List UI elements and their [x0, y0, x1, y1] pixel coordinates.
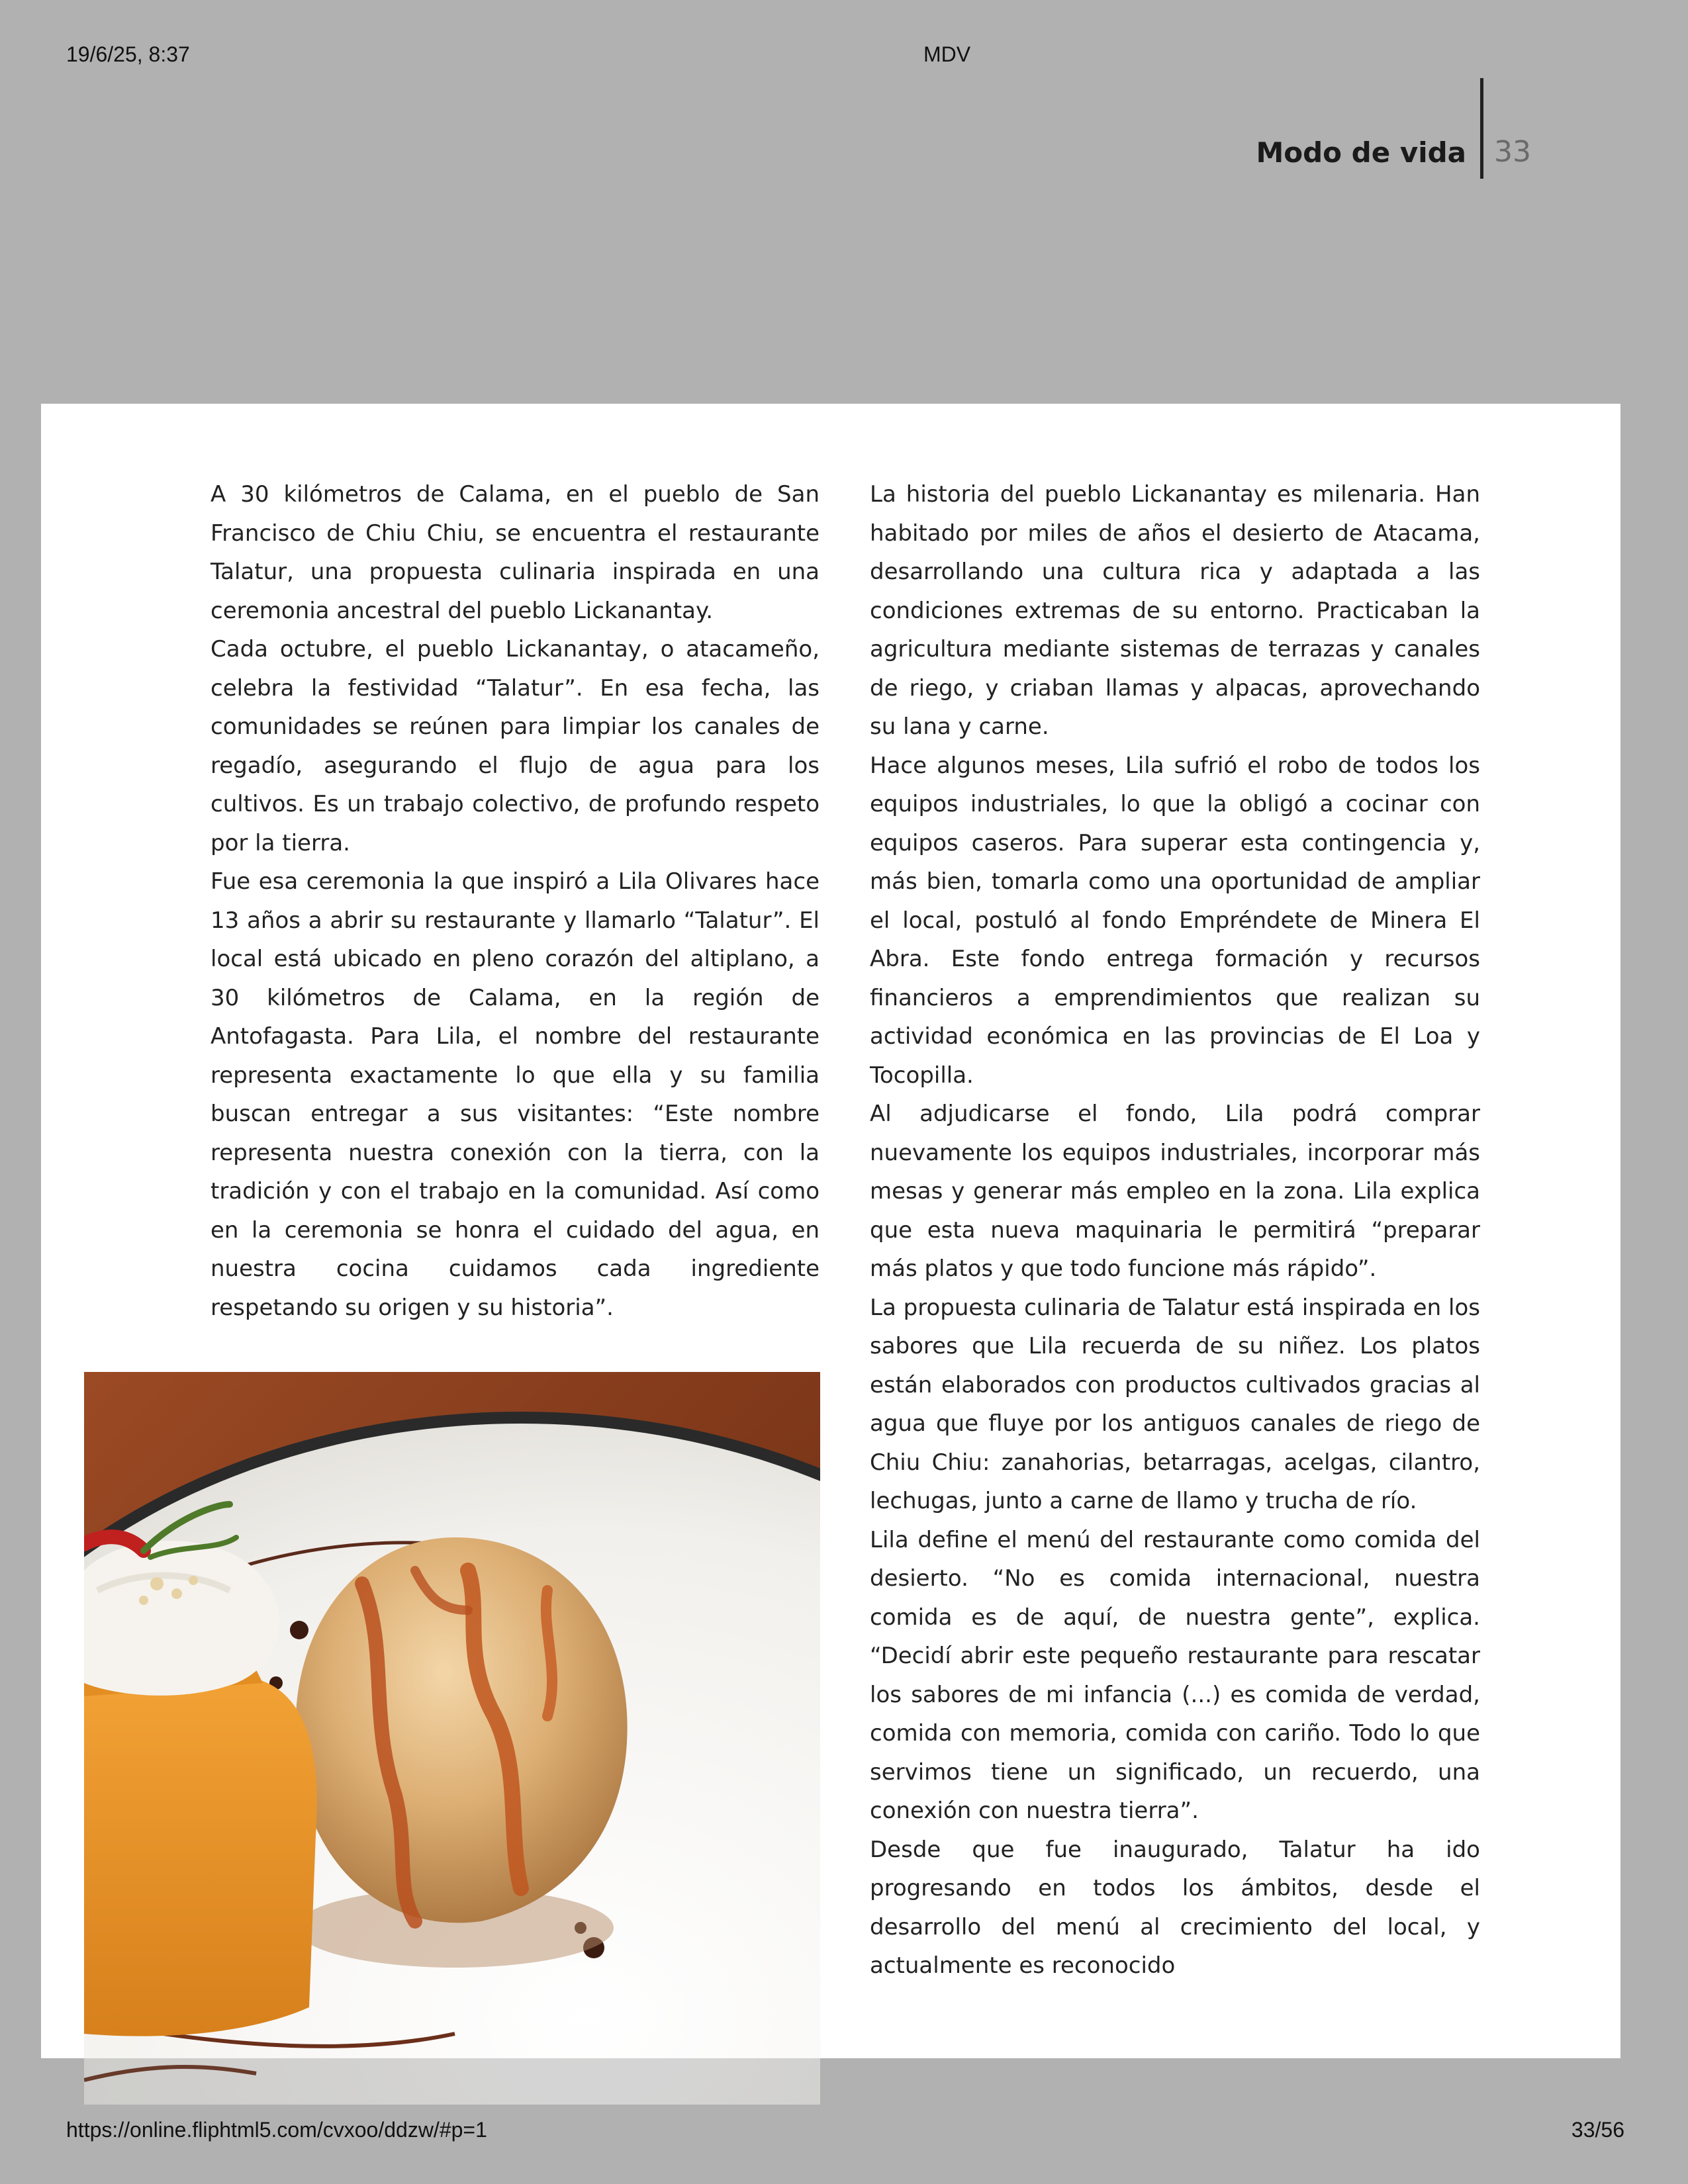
print-url: https://online.fliphtml5.com/cvxoo/ddzw/#p=1 [66, 2118, 487, 2142]
paragraph: La propuesta culinaria de Talatur está inspirada en los sabores que Lila recuerda de su niñez. Los platos están elaborados con productos cultivados gracias al agua que fluye por los antiguos canales de riego de Chiu Chiu: zanahorias, betarragas, acelgas, cilantro, lechugas, junto a carne de llamo y trucha de río. [870, 1294, 1480, 1514]
print-page-counter: 33/56 [1571, 2118, 1624, 2142]
paragraph: Fue esa ceremonia la que inspiró a Lila Olivares hace 13 años a abrir su restaurante y llamarlo “Talatur”. El local está ubicado en pleno corazón del altiplano, a 30 kilómetros de Calama, en la región de Antofagasta. Para Lila, el nombre del restaurante representa exactamente lo que ella y su familia buscan entregar a sus visitantes: “Este nombre representa nuestra conexión con la tierra, con la tradición y con el trabajo en la comunidad. Así como en la ceremonia se honra el cuidado del agua, en nuestra cocina cuidamos cada ingrediente respetando su origen y su historia”. [211, 868, 820, 1321]
magazine-section-title: Modo de vida [1256, 136, 1466, 169]
header-divider [1480, 78, 1483, 179]
paragraph: Al adjudicarse el fondo, Lila podrá comprar nuevamente los equipos industriales, incorporar más mesas y generar más empleo en la zona. Lila explica que esta nueva maquinaria le permitirá “preparar más platos y que todo funcione más rápido”. [870, 1101, 1480, 1282]
paragraph: La historia del pueblo Lickanantay es milenaria. Han habitado por miles de años el desierto de Atacama, desarrollando una cultura rica y adaptada a las condiciones extremas de su entorno. Practicaban la agricultura mediante sistemas de terrazas y canales de riego, y criaban llamas y alpacas, aprovechando su lana y carne. [870, 481, 1480, 740]
paragraph: Hace algunos meses, Lila sufrió el robo de todos los equipos industriales, lo que la obligó a cocinar con equipos caseros. Para superar esta contingencia y, más bien, tomarla como una oportunidad de ampliar el local, postuló al fondo Empréndete de Minera El Abra. Este fondo entrega formación y recursos financieros a emprendimientos que realizan su actividad económica en las provincias de El Loa y Tocopilla. [870, 752, 1480, 1089]
print-datetime: 19/6/25, 8:37 [66, 42, 190, 66]
paragraph: Cada octubre, el pueblo Lickanantay, o atacameño, celebra la festividad “Talatur”. En esa fecha, las comunidades se reúnen para limpiar los canales de regadío, asegurando el flujo de agua para los cultivos. Es un trabajo colectivo, de profundo respeto por la tierra. [211, 636, 820, 856]
article-column-left [211, 475, 820, 1327]
print-title: MDV [923, 42, 971, 66]
paragraph: Desde que fue inaugurado, Talatur ha ido progresando en todos los ámbitos, desde el desarrollo del menú al crecimiento del local, y actualmente es reconocido [870, 1836, 1480, 1979]
article-column-right [870, 475, 1480, 1985]
magazine-page-number: 33 [1494, 135, 1531, 169]
photo-shadow [84, 2058, 820, 2105]
dessert-photo [84, 1372, 820, 2105]
paragraph: Lila define el menú del restaurante como comida del desierto. “No es comida internacional, nuestra comida es de aquí, de nuestra gente”, explica. “Decidí abrir este pequeño restaurante para rescatar los sabores de mi infancia (...) es comida de verdad, comida con memoria, comida con cariño. Todo lo que servimos tiene un significado, un recuerdo, una conexión con nuestra tierra”. [870, 1526, 1480, 1824]
paragraph: A 30 kilómetros de Calama, en el pueblo de San Francisco de Chiu Chiu, se encuentra el restaurante Talatur, una propuesta culinaria inspirada en una ceremonia ancestral del pueblo Lickanantay. [211, 481, 820, 624]
